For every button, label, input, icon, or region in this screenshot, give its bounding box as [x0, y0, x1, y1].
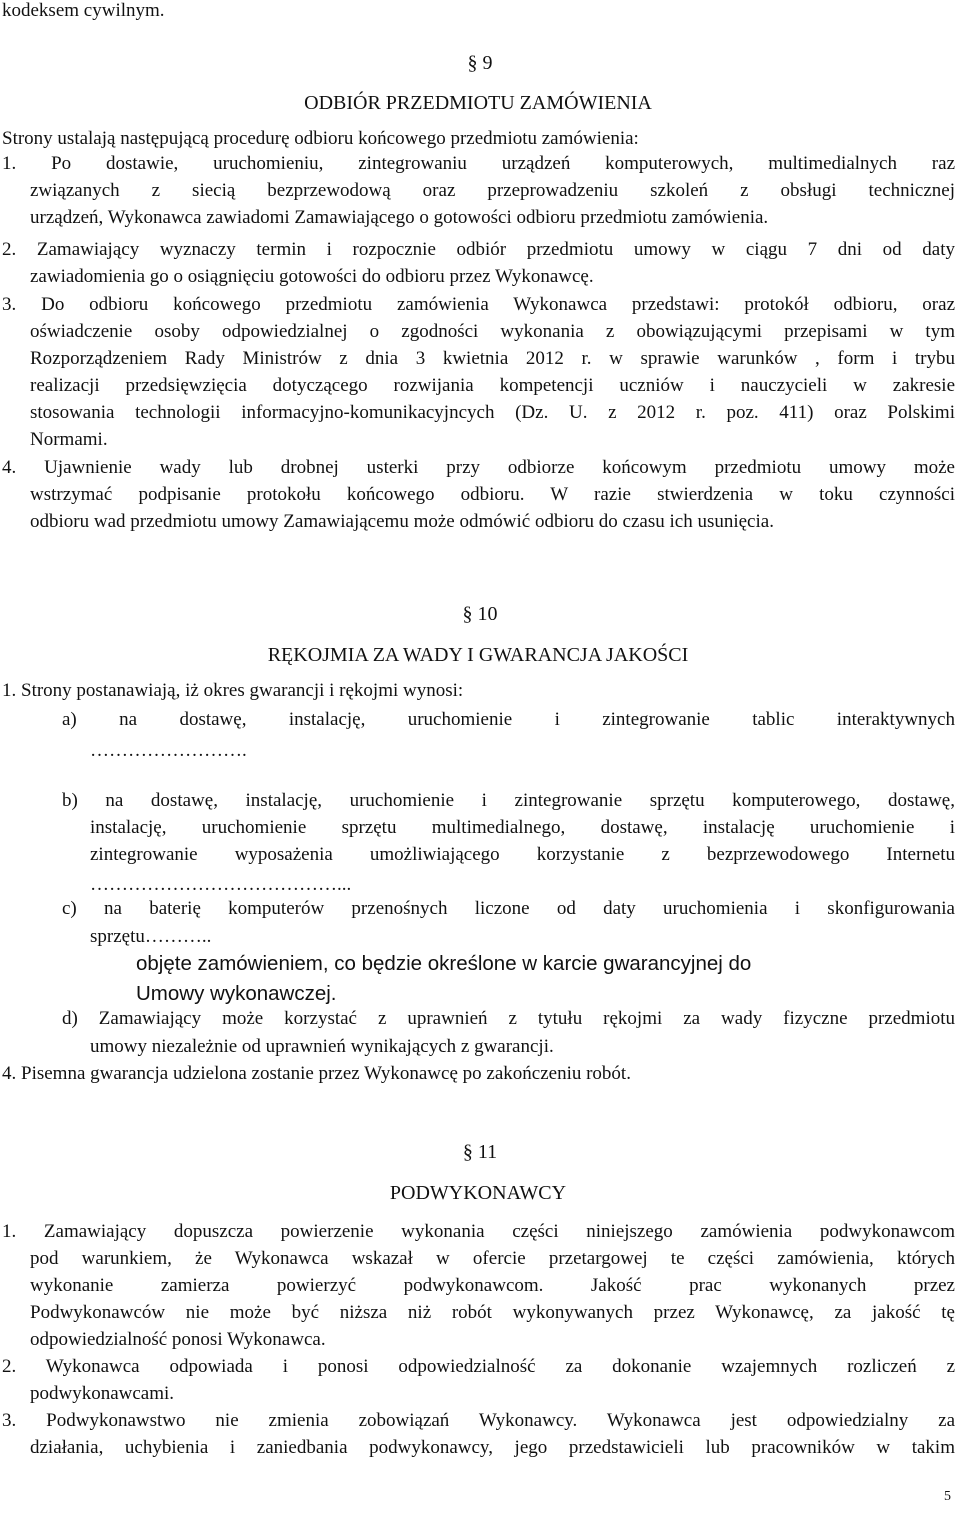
- section-10-mark: § 10: [462, 603, 498, 625]
- sec9-item3-line3: Rozporządzeniem Rady Ministrów z dnia 3 kwietnia 2012 r. w sprawie warunków , form i trybu: [30, 348, 955, 369]
- sec10-d-line1: d) Zamawiający może korzystać z uprawnień z tytułu rękojmi za wady fizyczne przedmiotu: [62, 1008, 955, 1029]
- section-11-title: PODWYKONAWCY: [389, 1182, 567, 1204]
- sec11-item1-line1: 1. Zamawiający dopuszcza powierzenie wykonania części niniejszego zamówienia podwykonawcom: [2, 1221, 955, 1242]
- section-9-mark: § 9: [467, 52, 493, 74]
- sec10-item1: 1. Strony postanawiają, iż okres gwarancji i rękojmi wynosi:: [2, 680, 464, 701]
- sec11-item1-line3: wykonanie zamierza powierzyć podwykonawcom. Jakość prac wykonanych przez: [30, 1275, 955, 1296]
- sec11-item1-line4: Podwykonawców nie może być niższa niż robót wykonywanych przez Wykonawcę, za jakość tę: [30, 1302, 955, 1323]
- sec10-b-line2: instalację, uruchomienie sprzętu multimedialnego, dostawę, instalację uruchomienie i: [90, 817, 955, 838]
- sec9-item1-line3: urządzeń, Wykonawca zawiadomi Zamawiającego o gotowości odbioru przedmiotu zamówienia.: [30, 207, 769, 228]
- sec10-d-line2: umowy niezależnie od uprawnień wynikających z gwarancji.: [90, 1036, 554, 1057]
- sec9-item3-line1: 3. Do odbioru końcowego przedmiotu zamówienia Wykonawca przedstawi: protokół odbioru, oraz: [2, 294, 955, 315]
- sec9-item1-line2: związanych z siecią bezprzewodową oraz przeprowadzeniu szkoleń z obsługi technicznej: [30, 180, 955, 201]
- sec9-item4-line1: 4. Ujawnienie wady lub drobnej usterki przy odbiorze końcowym przedmiotu umowy może: [2, 457, 955, 478]
- sec11-item3-line2: działania, uchybienia i zaniedbania podwykonawcy, jego przedstawicieli lub pracowników w takim: [30, 1437, 955, 1458]
- sec9-item3-line4: realizacji przedsięwzięcia dotyczącego rozwijania kompetencji uczniów i nauczycieli w zakresie: [30, 375, 955, 396]
- sec10-a-line1: a) na dostawę, instalację, uruchomienie i zintegrowanie tablic interaktywnych: [62, 709, 955, 730]
- sec9-item2-line1: 2. Zamawiający wyznaczy termin i rozpocznie odbiór przedmiotu umowy w ciągu 7 dni od daty: [2, 239, 955, 260]
- sec10-c-line2: sprzętu………..: [90, 926, 212, 947]
- sec10-b-line3: zintegrowanie wyposażenia umożliwiającego korzystanie z bezprzewodowego Internetu: [90, 844, 955, 865]
- sec9-item1-line1: 1. Po dostawie, uruchomieniu, zintegrowaniu urządzeń komputerowych, multimedialnych raz: [2, 153, 955, 174]
- sec11-item2-line2: podwykonawcami.: [30, 1383, 175, 1404]
- section-9-title: ODBIÓR PRZEDMIOTU ZAMÓWIENIA: [304, 92, 652, 114]
- sec9-item2-line2: zawiadomienia go o osiągnięciu gotowości do odbioru przez Wykonawcę.: [30, 266, 594, 287]
- sec10-c-line4: Umowy wykonawczej.: [136, 982, 337, 1005]
- continued-text: kodeksem cywilnym.: [2, 0, 165, 21]
- sec9-item3-line5: stosowania technologii informacyjno-komunikacyjncych (Dz. U. z 2012 r. poz. 411) oraz Polskimi: [30, 402, 955, 423]
- sec10-c-line3: objęte zamówieniem, co będzie określone w karcie gwarancyjnej do: [136, 952, 752, 975]
- sec9-item4-line3: odbioru wad przedmiotu umowy Zamawiającemu może odmówić odbioru do czasu ich usunięcia.: [30, 511, 774, 532]
- sec9-item4-line2: wstrzymać podpisanie protokołu końcowego odbioru. W razie stwierdzenia w toku czynności: [30, 484, 955, 505]
- sec9-item3-line6: Normami.: [30, 429, 108, 450]
- page-number: 5: [944, 1489, 951, 1504]
- sec10-a-line2: …………………….: [90, 740, 247, 761]
- section-9-intro: Strony ustalają następującą procedurę odbioru końcowego przedmiotu zamówienia:: [2, 128, 639, 149]
- sec11-item3-line1: 3. Podwykonawstwo nie zmienia zobowiązań Wykonawcy. Wykonawca jest odpowiedzialny za: [2, 1410, 955, 1431]
- sec11-item2-line1: 2. Wykonawca odpowiada i ponosi odpowiedzialność za dokonanie wzajemnych rozliczeń z: [2, 1356, 955, 1377]
- sec11-item1-line2: pod warunkiem, że Wykonawca wskazał w ofercie przetargowej te części zamówienia, których: [30, 1248, 955, 1269]
- section-11-mark: § 11: [462, 1141, 498, 1163]
- section-10-title: RĘKOJMIA ZA WADY I GWARANCJA JAKOŚCI: [267, 644, 689, 666]
- sec10-c-line1: c) na baterię komputerów przenośnych liczone od daty uruchomienia i skonfigurowania: [62, 898, 955, 919]
- sec11-item1-line5: odpowiedzialność ponosi Wykonawca.: [30, 1329, 326, 1350]
- sec10-b-line1: b) na dostawę, instalację, uruchomienie i zintegrowanie sprzętu komputerowego, dostawę,: [62, 790, 955, 811]
- sec10-b-line4: …………………………………...: [90, 874, 352, 895]
- sec10-item4: 4. Pisemna gwarancja udzielona zostanie przez Wykonawcę po zakończeniu robót.: [2, 1063, 631, 1084]
- sec9-item3-line2: oświadczenie osoby odpowiedzialnej o zgodności wykonania z obowiązującymi przepisami w tym: [30, 321, 955, 342]
